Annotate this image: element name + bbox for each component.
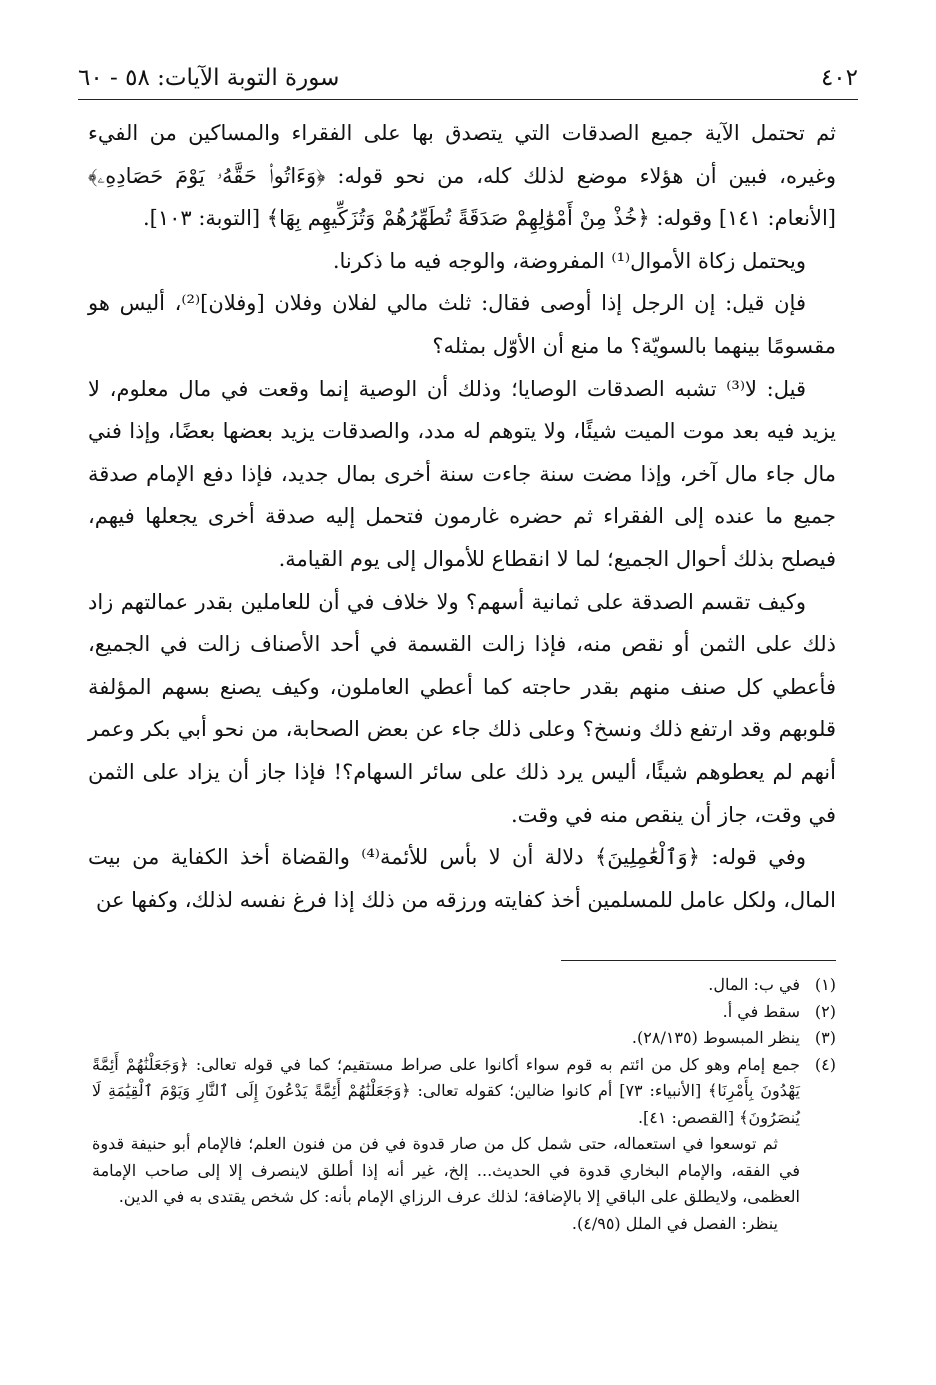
footnote-number: (١)	[814, 975, 836, 994]
main-text	[88, 112, 836, 921]
footnote	[92, 1052, 836, 1132]
footnote-text: في ب: المال.	[708, 975, 800, 994]
page-number: ٤٠٢	[820, 65, 858, 91]
footnote-continuation: ثم توسعوا في استعماله، حتى شمل كل من صار قدوة في فن من فنون العلم؛ فالإمام أبو حنيفة قدوة في الفقه، والإمام البخاري قدوة في الحديث... إلخ، غير أنه إذا أطلق لاينصرف إلا إلى صاحب الإمامة العظمى، ولايطلق على الباقي إلا بالإضافة؛ لذلك عرف الرزاي الإمام بأنه: كل شخص يقتدى به في الدين.	[92, 1134, 800, 1206]
paragraph: وكيف تقسم الصدقة على ثمانية أسهم؟ ولا خلاف في أن للعاملين بقدر عمالتهم زاد ذلك على الثمن أو نقص منه، فإذا زالت القسمة في أحد الأصناف زالت في الجميع، فأعطي كل صنف منهم بقدر حاجته كما أعطي العاملون، وكيف يصنع بسهم المؤلفة قلوبهم وقد ارتفع ذلك ونسخ؟ وعلى ذلك جاء عن بعض الصحابة، من نحو أبي بكر وعمر أنهم لم يعطوهم شيئًا، أليس يرد ذلك على سائر السهام؟! فإذا جاز أن يزاد على الثمن في وقت، جاز أن ينقص منه في وقت.	[88, 589, 836, 827]
footnote-text: ينظر المبسوط (٢٨/١٣٥).	[631, 1028, 800, 1047]
footnote-number: (٢)	[814, 1001, 836, 1021]
footnote-rule	[561, 960, 836, 961]
footnote	[92, 972, 836, 999]
footnote	[92, 1025, 836, 1052]
footnote-number: (٣)	[814, 1028, 836, 1047]
footnotes	[92, 972, 836, 1237]
paragraph: قيل: لا⁽³⁾ تشبه الصدقات الوصايا؛ وذلك أن الوصية إنما وقعت في مال معلوم، لا يزيد فيه بعد موت الميت شيئًا، ولا يتوهم له مدد، والصدقات يزيد بعضها بعضًا، وإذا فني مال جاء مال آخر، وإذا مضت سنة جاءت سنة أخرى بمال جديد، فإذا دفع الإمام صدقة جميع ما عنده إلى الفقراء ثم حضره غارمون فتحمل إليه صدقة أخرى يجعلها فيهم، فيصلح بذلك أحوال الجميع؛ لما لا انقطاع للأموال إلى يوم القيامة.	[88, 376, 836, 571]
paragraph: وفي قوله: ﴿وَٱلْعَٰمِلِينَ﴾ دلالة أن لا بأس للأئمة⁽⁴⁾ والقضاة أخذ الكفاية من بيت المال، ولكل عامل للمسلمين أخذ كفايته ورزقه من ذلك إذا فرغ نفسه لذلك، وكفها عن	[88, 845, 836, 912]
running-title: سورة التوبة الآيات: ٥٨ - ٦٠	[78, 65, 340, 91]
page-header	[78, 58, 858, 98]
footnote-text: جمع إمام وهو كل من ائتم به قوم سواء أكانوا على صراط مستقيم؛ كما في قوله تعالى: ﴿وَجَعَلْنَٰهُمْ أَئِمَّةً يَهْدُونَ بِأَمْرِنَا﴾ [الأنبياء: ٧٣] أم كانوا ضالين؛ كقوله تعالى: ﴿وَجَعَلْنَٰهُمْ أَئِمَّةً يَدْعُونَ إِلَى ٱلنَّارِ وَيَوْمَ ٱلْقِيَٰمَةِ لَا يُنصَرُونَ﴾ [القصص: ٤١].	[92, 1054, 801, 1127]
paragraph: ويحتمل زكاة الأموال⁽¹⁾ المفروضة، والوجه فيه ما ذكرنا.	[332, 248, 806, 273]
footnote-text: سقط في أ.	[722, 1001, 800, 1021]
footnote-reference: ينظر: الفصل في الملل (٤/٩٥).	[571, 1213, 778, 1233]
paragraph: ثم تحتمل الآية جميع الصدقات التي يتصدق بها على الفقراء والمساكين من الفيء وغيره، فبين أن هؤلاء موضع لذلك كله، من نحو قوله: ﴿وَءَاتُوا۟ حَقَّهُۥ يَوْمَ حَصَادِهِۦ﴾ [الأنعام: ١٤١] وقوله: ﴿خُذْ مِنْ أَمْوَٰلِهِمْ صَدَقَةً تُطَهِّرُهُمْ وَتُزَكِّيهِم بِهَا﴾ [التوبة: ١٠٣].	[88, 121, 836, 231]
paragraph: فإن قيل: إن الرجل إذا أوصى فقال: ثلث مالي لفلان وفلان [وفلان]⁽²⁾، أليس هو مقسومًا بينهما بالسويّة؟ ما منع أن الأوّل بمثله؟	[88, 291, 836, 358]
footnote-number: (٤)	[814, 1054, 836, 1074]
header-rule	[78, 99, 858, 100]
footnote	[92, 999, 836, 1026]
